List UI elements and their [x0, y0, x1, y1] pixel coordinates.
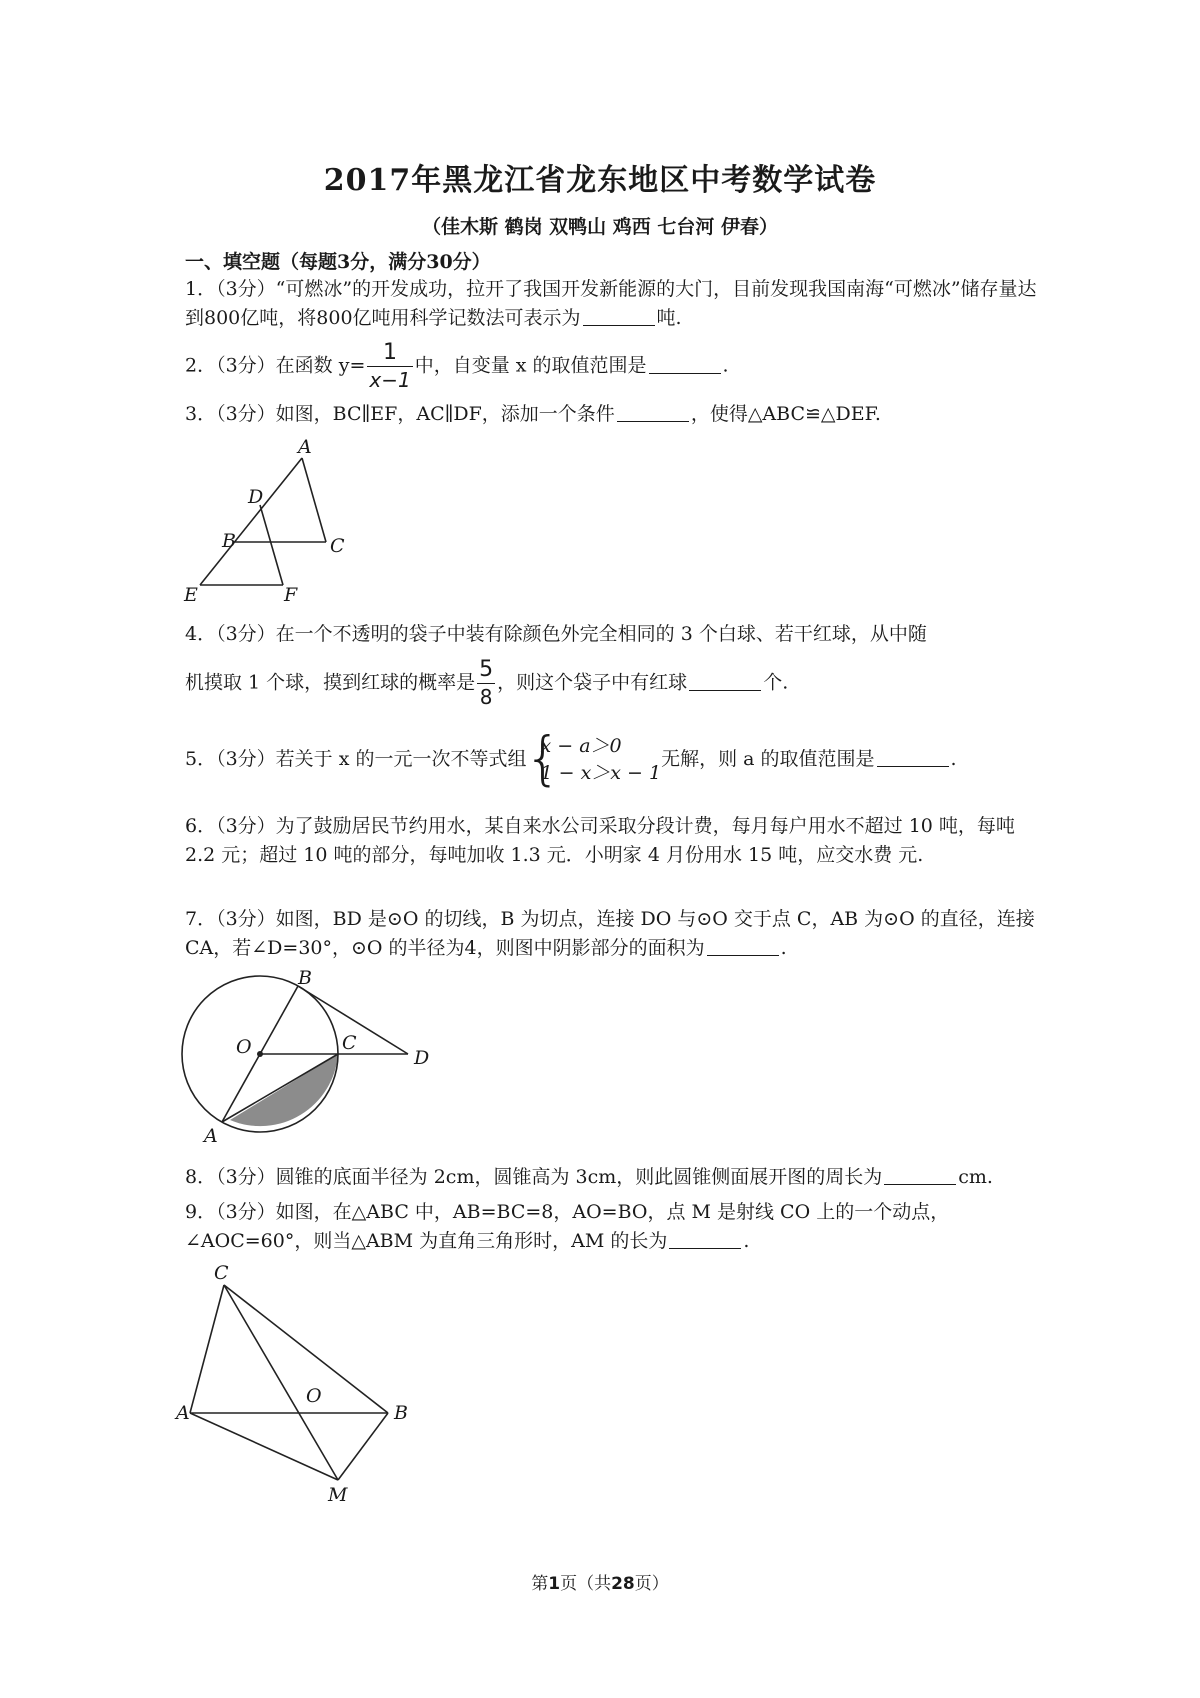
label-c: C: [330, 535, 345, 557]
page-subtitle: （佳木斯 鹤岗 双鸭山 鸡西 七台河 伊春）: [421, 216, 779, 238]
fraction-denominator: 8: [477, 683, 495, 710]
question-9-text: 9．（3分）如图，在△ABC 中，AB=BC=8，AO=BO，点 M 是射线 CO 上的一个动点，∠AOC=60°，则当△ABM 为直角三角形时，AM 的长为: [185, 1201, 950, 1252]
question-7-text: 7．（3分）如图，BD 是⊙O 的切线，B 为切点，连接 DO 与⊙O 交于点 C，AB 为⊙O 的直径，连接 CA，若∠D=30°，⊙O 的半径为4，则图中阴影部分的面积为: [185, 908, 1035, 959]
question-7-end: .: [780, 937, 787, 959]
label-c: C: [214, 1262, 229, 1284]
question-5-text: 5．（3分）若关于 x 的一元一次不等式组: [185, 748, 527, 770]
footer-suffix: 页）: [634, 1574, 669, 1594]
label-d: D: [414, 1047, 430, 1069]
answer-blank: [649, 355, 721, 374]
footer-page-number: 1: [548, 1574, 561, 1594]
question-3-text: 3．（3分）如图，BC∥EF，AC∥DF，添加一个条件: [185, 403, 615, 425]
label-o: O: [236, 1036, 252, 1058]
brace-symbol: {: [524, 724, 562, 792]
question-4-after: ，则这个袋子中有红球: [497, 671, 688, 694]
question-3-after: ，使得△ABC≌△DEF.: [690, 403, 881, 425]
question-2-after: 中，自变量 x 的取值范围是: [414, 354, 647, 377]
inequality-system: [524, 724, 662, 792]
figure-q3: [180, 435, 360, 605]
question-1-text: 1．（3分）“可燃冰”的开发成功，拉开了我国开发新能源的大门，目前发现我国南海“可燃冰”储存量达到800亿吨，将800亿吨用科学记数法可表示为: [185, 278, 1037, 329]
question-1-end: 吨.: [656, 307, 682, 329]
footer-total-pages: 28: [611, 1574, 635, 1594]
answer-blank: [707, 937, 779, 956]
label-b: B: [222, 530, 236, 552]
fraction-denominator: x−1: [369, 368, 411, 392]
answer-blank: [884, 1166, 956, 1185]
question-5-end: .: [950, 748, 957, 770]
question-4-text: 机摸取 1 个球，摸到红球的概率是: [185, 671, 476, 694]
question-4-end: 个.: [763, 671, 789, 694]
question-6-text: 6．（3分）为了鼓励居民节约用水，某自来水公司采取分段计费，每月每户用水不超过 10 吨，每吨 2.2 元；超过 10 吨的部分，每吨加收 1.3 元．小明家 4 月份用水 15 吨，应交水费 元.: [185, 815, 1015, 866]
question-5: [185, 724, 1045, 792]
question-1: [185, 275, 1045, 333]
page-footer: [0, 1569, 1200, 1594]
label-e: E: [184, 584, 198, 606]
label-a: A: [298, 436, 312, 458]
question-9-end: .: [743, 1230, 750, 1252]
label-f: F: [284, 584, 298, 606]
label-d: D: [248, 486, 264, 508]
label-a: A: [176, 1402, 190, 1424]
inequality-2: 1 − x＞x − 1: [540, 762, 662, 784]
question-8-end: cm.: [958, 1166, 993, 1188]
question-5-after: 无解，则 a 的取值范围是: [661, 748, 875, 770]
inequality-1: x − a＞0: [540, 735, 622, 757]
fraction-numerator: 1: [383, 340, 398, 365]
label-b: B: [394, 1402, 408, 1424]
fraction: [367, 340, 412, 393]
figure-q9: [176, 1262, 438, 1506]
answer-blank: [689, 672, 761, 691]
fraction: [477, 657, 495, 710]
question-2-text: 2．（3分）在函数 y=: [185, 354, 366, 377]
question-4: [185, 620, 1045, 710]
label-m: M: [328, 1484, 348, 1506]
question-3: [185, 400, 1045, 429]
figure-q7: [178, 967, 438, 1155]
question-4-line2: [185, 657, 1045, 710]
question-7: [185, 905, 1045, 963]
question-6: [185, 812, 1045, 870]
question-9: [185, 1198, 1045, 1256]
footer-middle: 页（共: [560, 1574, 612, 1594]
question-8: [185, 1163, 1045, 1192]
fraction-numerator: 5: [479, 657, 494, 682]
label-b: B: [298, 967, 312, 989]
answer-blank: [877, 748, 949, 767]
question-2-end: .: [722, 354, 729, 377]
label-a: A: [204, 1125, 218, 1147]
question-4-line1: 4．（3分）在一个不透明的袋子中装有除颜色外完全相同的 3 个白球、若干红球，从中随: [185, 623, 927, 645]
label-c: C: [342, 1032, 357, 1054]
question-2: [185, 340, 1045, 393]
footer-prefix: 第: [531, 1574, 549, 1594]
answer-blank: [669, 1230, 741, 1249]
question-8-text: 8．（3分）圆锥的底面半径为 2cm，圆锥高为 3cm，则此圆锥侧面展开图的周长为: [185, 1166, 883, 1188]
answer-blank: [583, 307, 655, 326]
answer-blank: [617, 403, 689, 422]
page-title: 2017年黑龙江省龙东地区中考数学试卷: [323, 163, 877, 198]
label-o: O: [306, 1385, 322, 1407]
section-heading: 一、填空题（每题3分，满分30分）: [185, 251, 491, 273]
